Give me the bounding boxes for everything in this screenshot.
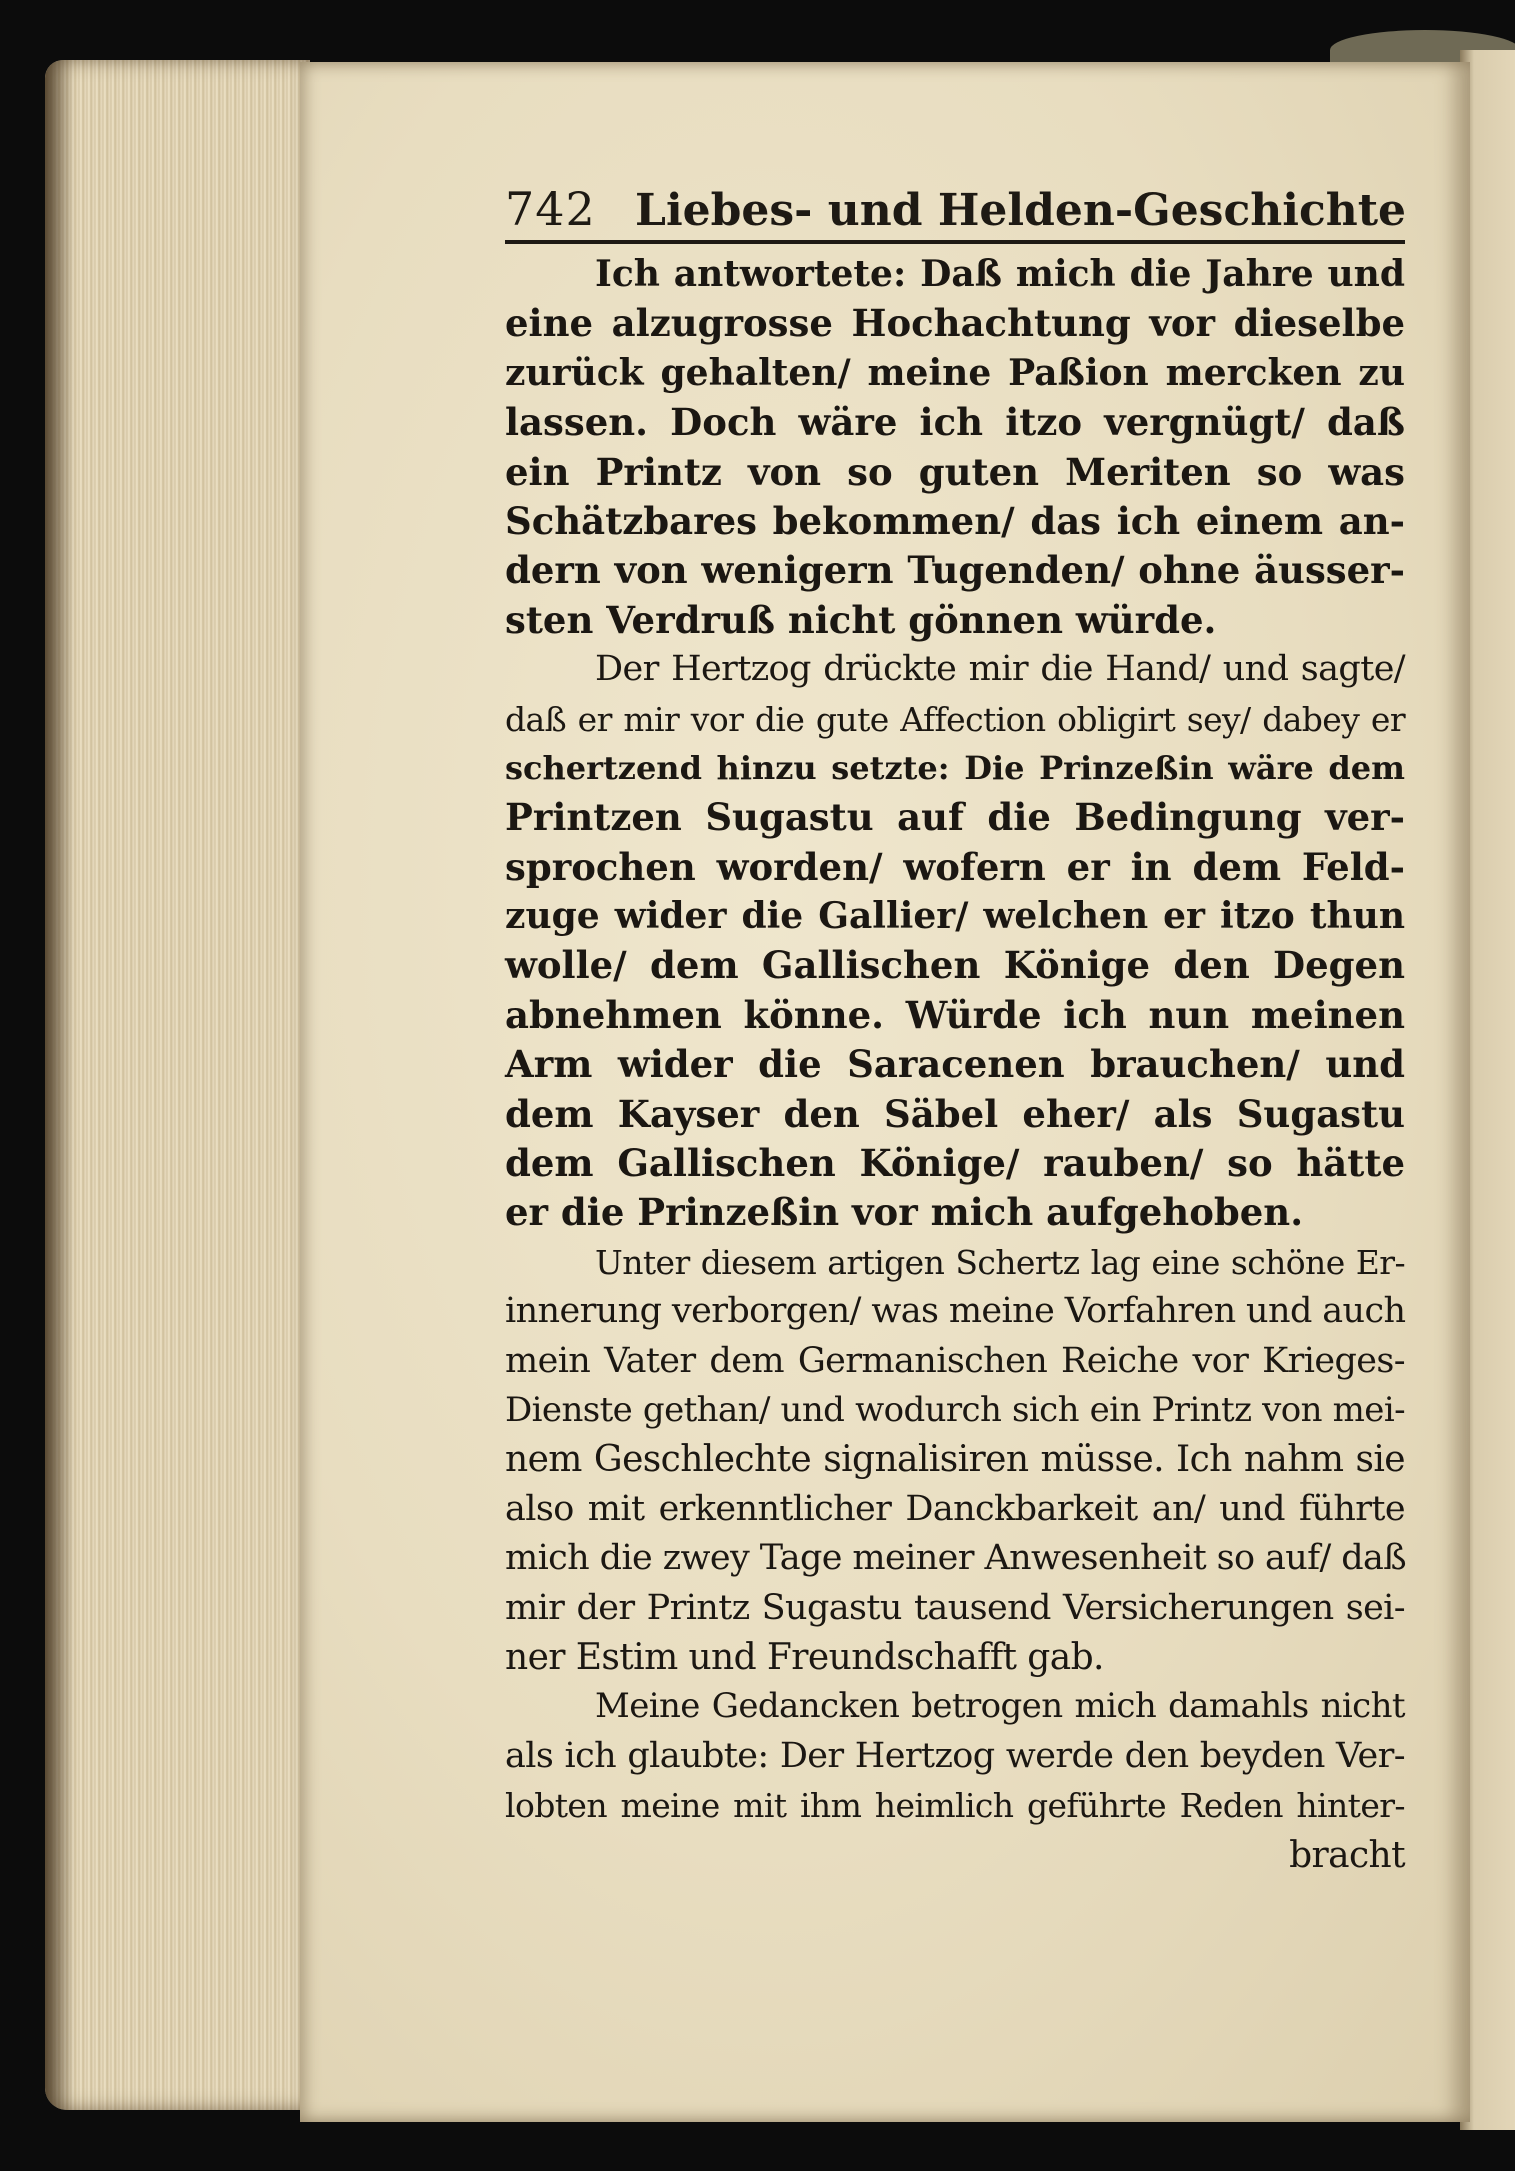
running-title: Liebes- und Helden-Geschichte xyxy=(635,185,1407,236)
text-line: Ich antwortete: Daß mich die Jahre und xyxy=(595,253,1405,295)
page-header xyxy=(505,170,1405,244)
text-line: als ich glaubte: Der Hertzog werde den beyden Ver- xyxy=(505,1735,1405,1776)
catchword: bracht xyxy=(1289,1834,1405,1876)
spine-shadow xyxy=(45,60,75,2110)
text-line: also mit erkenntlicher Danckbarkeit an/ und führte xyxy=(505,1488,1405,1529)
text-line: wolle/ dem Gallischen Könige den Degen xyxy=(505,943,1405,988)
text-line: dem Kayser den Säbel eher/ als Sugastu xyxy=(505,1091,1405,1136)
text-line: er die Prinzeßin vor mich aufgehoben. xyxy=(505,1190,1304,1235)
text-line: lassen. Doch wäre ich itzo vergnügt/ daß xyxy=(505,400,1405,445)
page-number: 742 xyxy=(505,182,596,236)
text-line: dern von wenigern Tugenden/ ohne äusser- xyxy=(505,548,1405,593)
book-page xyxy=(300,62,1470,2122)
text-line: schertzend hinzu setzte: Die Prinzeßin wäre dem xyxy=(505,748,1405,787)
text-line: dem Gallischen Könige/ rauben/ so hätte xyxy=(505,1141,1405,1186)
text-line: nem Geschlechte signalisiren müsse. Ich nahm sie xyxy=(505,1439,1405,1481)
page-edges xyxy=(45,60,310,2110)
text-line: innerung verborgen/ was meine Vorfahren und auch xyxy=(505,1291,1406,1332)
text-line: Unter diesem artigen Schertz lag eine schöne Er- xyxy=(595,1242,1405,1282)
body-text xyxy=(505,250,1405,1880)
text-line: Meine Gedancken betrogen mich damahls nicht xyxy=(595,1686,1405,1727)
text-line: Printzen Sugastu auf die Bedingung ver- xyxy=(505,795,1405,840)
text-line: eine alzugrosse Hochachtung vor dieselbe xyxy=(505,301,1405,346)
text-line: abnehmen könne. Würde ich nun meinen xyxy=(505,992,1405,1037)
text-line: lobten meine mit ihm heimlich geführte Reden hinter- xyxy=(505,1786,1405,1826)
text-line: mich die zwey Tage meiner Anwesenheit so auf/ daß xyxy=(505,1538,1407,1579)
text-line: Dienste gethan/ und wodurch sich ein Printz von mei- xyxy=(505,1389,1405,1430)
text-line: ner Estim und Freundschafft gab. xyxy=(505,1636,1104,1678)
text-line: ein Printz von so guten Meriten so was xyxy=(505,449,1405,494)
text-line: zuge wider die Gallier/ welchen er itzo thun xyxy=(505,895,1405,938)
text-line: mir der Printz Sugastu tausend Versicherungen sei- xyxy=(505,1587,1405,1628)
text-line: mein Vater dem Germanischen Reiche vor Krieges- xyxy=(505,1340,1405,1381)
text-line: daß er mir vor die gute Affection obligirt sey/ dabey er xyxy=(505,699,1405,739)
text-line: sprochen worden/ wofern er in dem Feld- xyxy=(505,844,1405,889)
text-line: Schätzbares bekommen/ das ich einem an- xyxy=(505,498,1405,543)
text-line: zurück gehalten/ meine Paßion mercken zu xyxy=(505,351,1405,394)
text-line: sten Verdruß nicht gönnen würde. xyxy=(505,597,1217,642)
text-line: Der Hertzog drückte mir die Hand/ und sagte/ xyxy=(595,649,1405,690)
text-line: Arm wider die Saracenen brauchen/ und xyxy=(505,1042,1405,1087)
